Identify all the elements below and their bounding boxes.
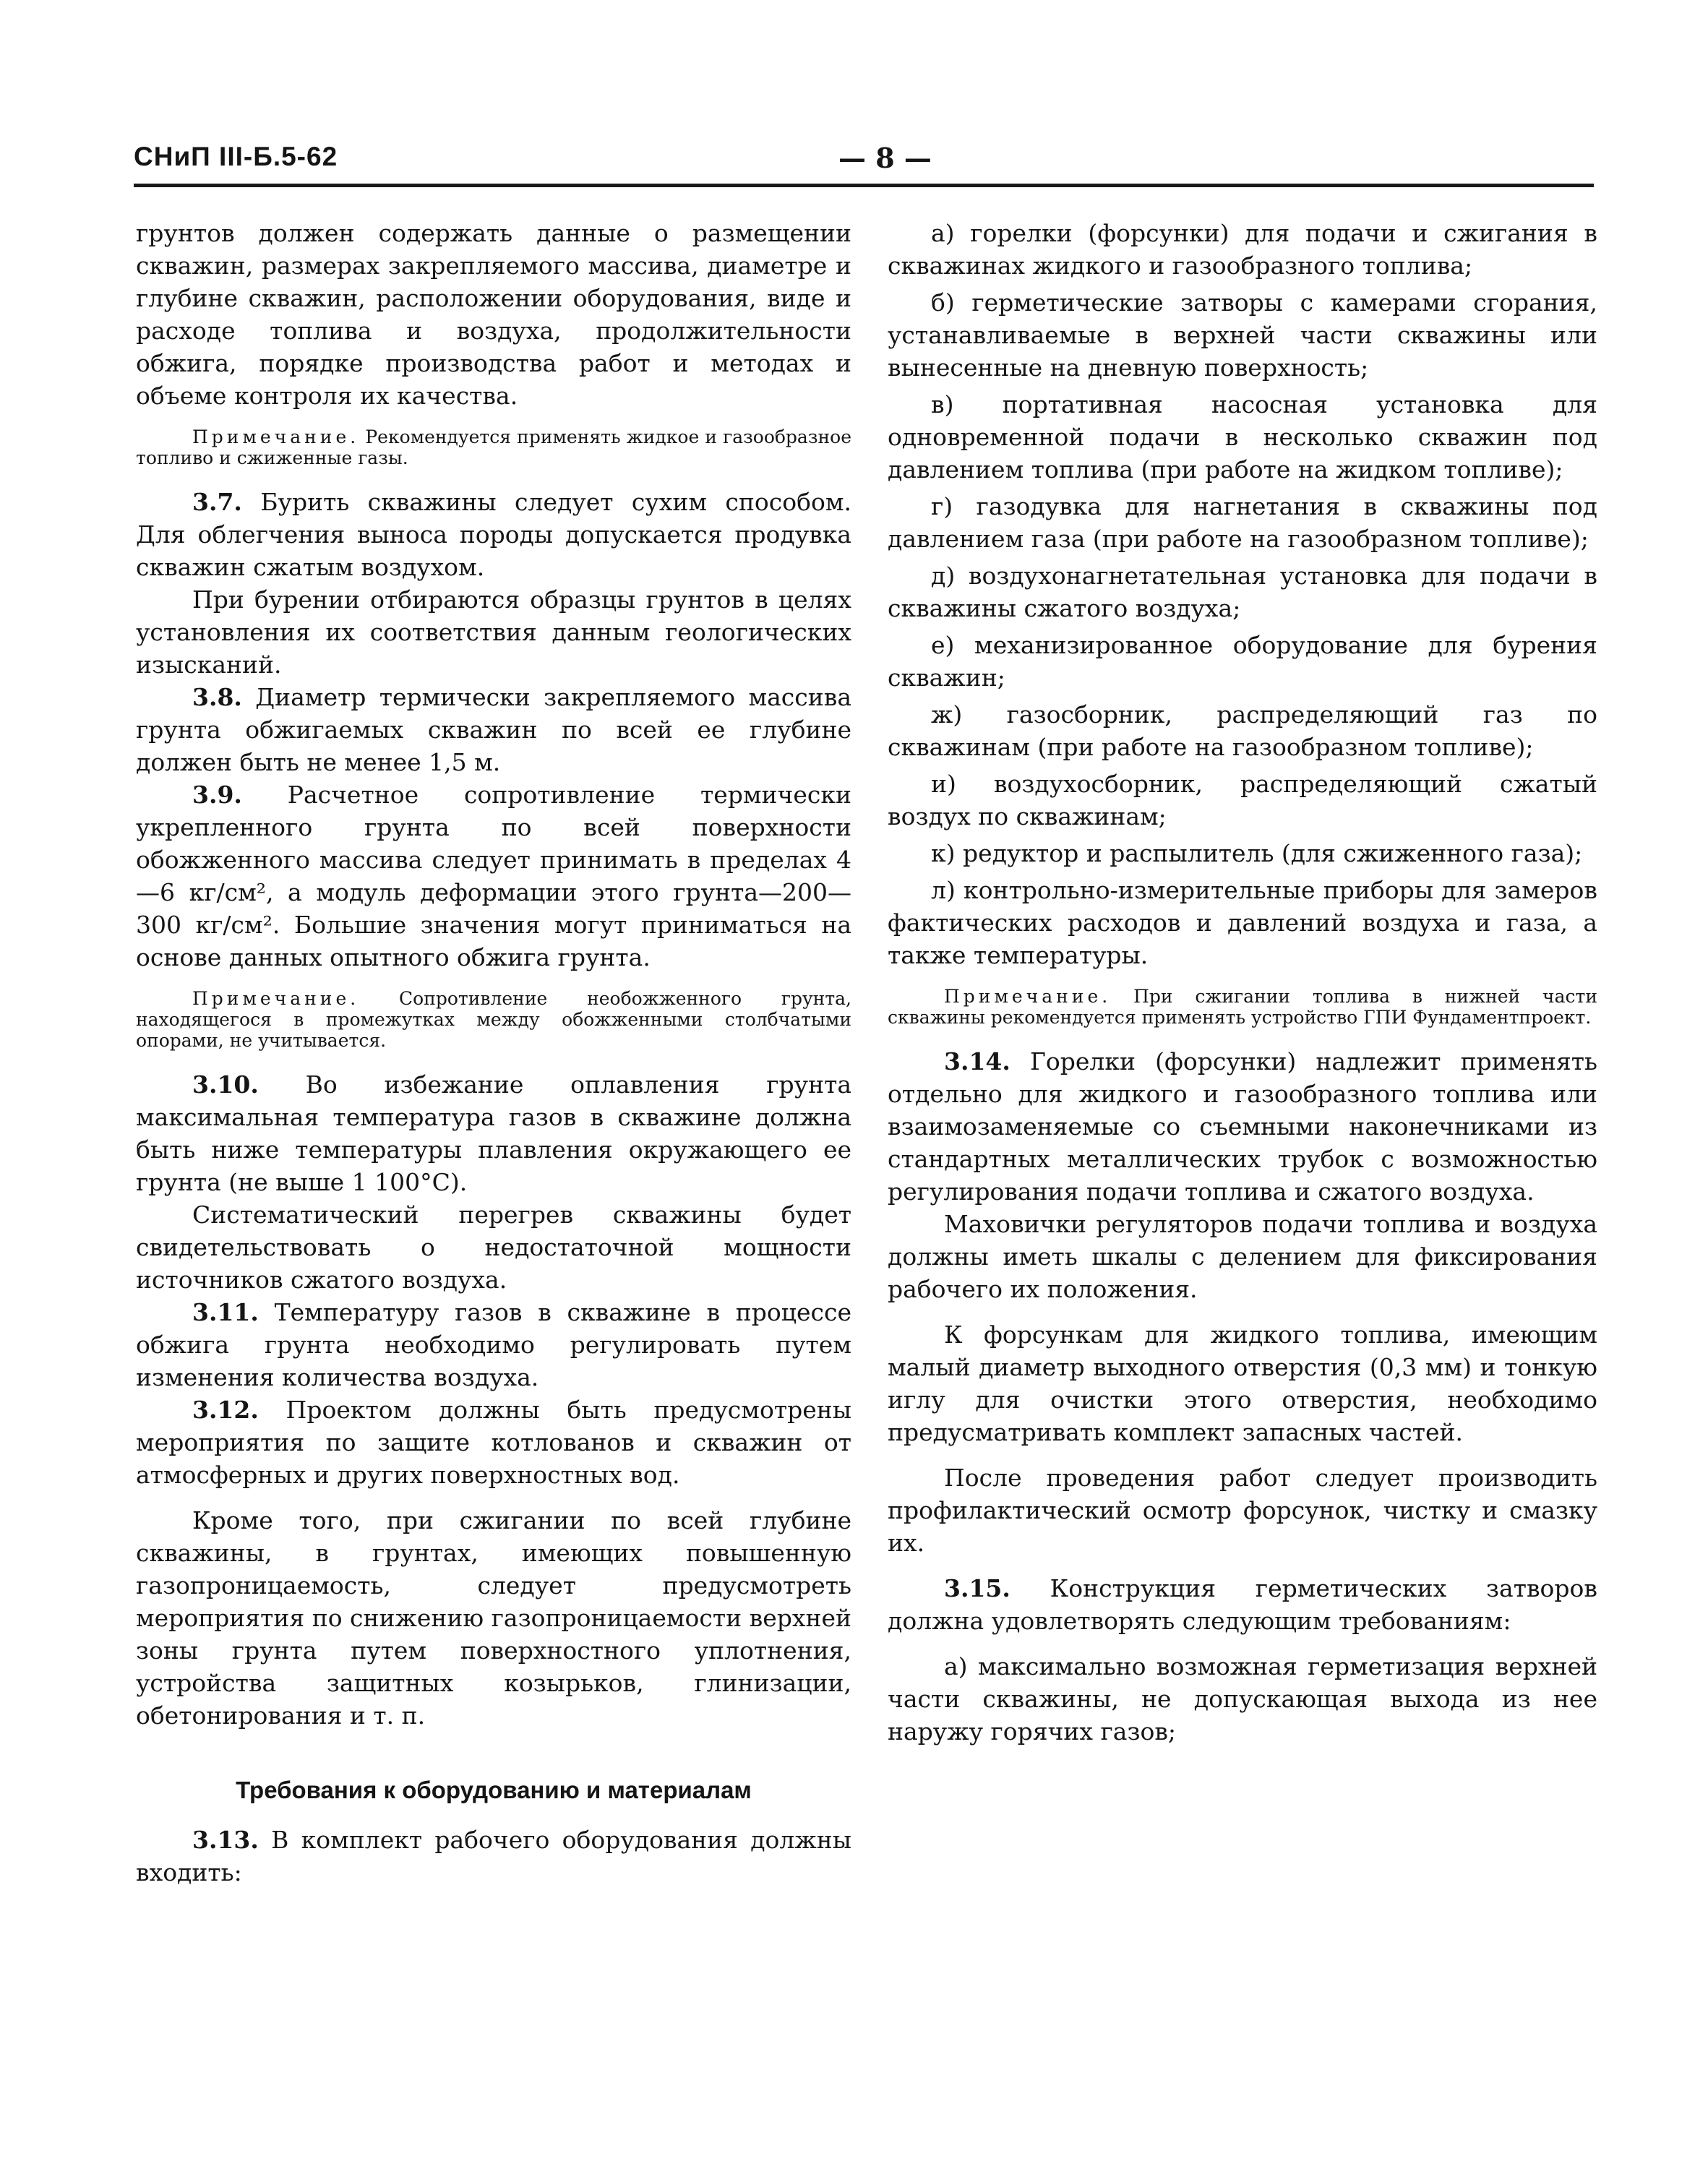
section-3-15 — [888, 1572, 1597, 1637]
section-text: Конструкция герметических затворов должна удовлетворять следующим требованиям: — [888, 1574, 1597, 1635]
section-text: Во избежание оплавления грунта максимальная температура газов в скважине должна быть ниже температуры плавления окружающего ее грунта (не выше 1 100°С). — [136, 1070, 851, 1196]
right-column — [888, 217, 1597, 1748]
note-fuel — [136, 426, 851, 468]
equipment-item-zh: ж) газосборник, распределяющий газ по скважинам (при работе на газообразном топливе); — [888, 700, 1597, 761]
note-label: Примечание. — [192, 426, 360, 447]
section-text: Бурить скважины следует сухим способом. Для облегчения выноса породы допускается продувка скважин сжатым воздухом. — [136, 488, 851, 581]
note-label: Примечание. — [944, 986, 1112, 1007]
section-number: 3.10. — [192, 1070, 259, 1099]
section-number: 3.7. — [192, 488, 242, 516]
section-3-14 — [888, 1045, 1597, 1208]
section-3-15-item-a: а) максимально возможная герметизация верхней части скважины, не допускающая выхода из нее наружу горячих газов; — [888, 1652, 1597, 1746]
section-heading-equipment: Требования к оборудованию и материалам — [236, 1777, 752, 1803]
section-text: Диаметр термически закрепляемого массива грунта обжигаемых скважин по всей ее глубине должен быть не менее 1,5 м. — [136, 683, 851, 776]
equipment-item-k: к) редуктор и распылитель (для сжиженного газа); — [931, 839, 1583, 867]
equipment-item-g: г) газодувка для нагнетания в скважины под давлением газа (при работе на газообразном топливе); — [888, 492, 1597, 553]
left-column — [136, 217, 851, 1889]
section-3-11 — [136, 1296, 851, 1394]
header-rule — [134, 184, 1594, 187]
section-text: Горелки (форсунки) надлежит применять отдельно для жидкого и газообразного топлива или взаимозаменяемые со съемными наконечниками из стандартных металлических трубок с возможностью регулирования подачи топлива и сжатого воздуха. — [888, 1047, 1597, 1206]
section-3-10 — [136, 1068, 851, 1198]
section-number: 3.15. — [944, 1574, 1010, 1602]
section-number: 3.11. — [192, 1298, 259, 1326]
section-3-7 — [136, 486, 851, 583]
equipment-item-e: е) механизированное оборудование для бурения скважин; — [888, 631, 1597, 692]
section-3-10-overheat: Систематический перегрев скважины будет свидетельствовать о недостаточной мощности источников сжатого воздуха. — [136, 1201, 851, 1294]
section-3-7-sampling: При бурении отбираются образцы грунтов в целях установления их соответствия данным геологических изысканий. — [136, 585, 851, 679]
section-number: 3.13. — [192, 1826, 259, 1854]
section-3-14-maintenance: После проведения работ следует производить профилактический осмотр форсунок, чистку и смазку их. — [888, 1464, 1597, 1557]
section-text: Расчетное сопротивление термически укрепленного грунта по всей поверхности обожженного массива следует принимать в пределах 4—6 кг/см², а модуль деформации этого грунта—200—300 кг/см². Большие значения могут приниматься на основе данных опытного обжига грунта. — [136, 781, 851, 971]
note-resistance — [136, 988, 851, 1051]
section-number: 3.14. — [944, 1047, 1010, 1075]
section-3-8 — [136, 681, 851, 778]
note-label: Примечание. — [192, 988, 360, 1009]
section-text: В комплект рабочего оборудования должны входить: — [136, 1826, 851, 1886]
section-number: 3.9. — [192, 781, 242, 809]
section-number: 3.12. — [192, 1396, 259, 1424]
section-number: 3.8. — [192, 683, 242, 711]
section-3-12-permeability: Кроме того, при сжигании по всей глубине скважины, в грунтах, имеющих повышенную газопроницаемость, следует предусмотреть мероприятия по снижению газопроницаемости верхней зоны грунта путем поверхностного уплотнения, устройства защитных козырьков, глинизации, обетонирования и т. п. — [136, 1506, 851, 1730]
note-text: Сопротивление необожженного грунта, находящегося в промежутках между обожженными столбчатыми опорами, не учитывается. — [136, 988, 851, 1051]
equipment-item-v: в) портативная насосная установка для одновременной подачи в несколько скважин под давлением топлива (при работе на жидком топливе); — [888, 390, 1597, 484]
section-3-13 — [136, 1824, 851, 1889]
section-text: Проектом должны быть предусмотрены мероприятия по защите котлованов и скважин от атмосферных и других поверхностных вод. — [136, 1396, 851, 1489]
note-device — [888, 986, 1597, 1028]
equipment-item-d: д) воздухонагнетательная установка для подачи в скважины сжатого воздуха; — [888, 562, 1597, 622]
section-text: Температуру газов в скважине в процессе обжига грунта необходимо регулировать путем изменения количества воздуха. — [136, 1298, 851, 1391]
equipment-item-b: б) герметические затворы с камерами сгорания, устанавливаемые в верхней части скважины или вынесенные на дневную поверхность; — [888, 288, 1597, 382]
equipment-item-i: и) воздухосборник, распределяющий сжатый воздух по скважинам; — [888, 770, 1597, 830]
equipment-item-a: а) горелки (форсунки) для подачи и сжигания в скважинах жидкого и газообразного топлива; — [888, 219, 1597, 280]
document-code: СНиП III-Б.5-62 — [134, 142, 338, 171]
section-3-9 — [136, 778, 851, 974]
page-number: — 8 — — [838, 142, 932, 174]
section-3-14-handwheels: Маховички регуляторов подачи топлива и воздуха должны иметь шкалы с делением для фиксирования рабочего их положения. — [888, 1210, 1597, 1303]
note-text: Рекомендуется применять жидкое и газообразное топливо и сжиженные газы. — [136, 426, 851, 468]
section-3-12 — [136, 1394, 851, 1491]
intro-paragraph: грунтов должен содержать данные о размещении скважин, размерах закрепляемого массива, диаметре и глубине скважин, расположении оборудования, виде и расходе топлива и воздуха, продолжительности обжига, порядке производства работ и методах и объеме контроля их качества. — [136, 219, 851, 410]
section-3-14-spare-parts: К форсункам для жидкого топлива, имеющим малый диаметр выходного отверстия (0,3 мм) и тонкую иглу для очистки этого отверстия, необходимо предусматривать комплект запасных частей. — [888, 1321, 1597, 1446]
equipment-item-l: л) контрольно-измерительные приборы для замеров фактических расходов и давлений воздуха и газа, а также температуры. — [888, 876, 1597, 969]
note-text: При сжигании топлива в нижней части скважины рекомендуется применять устройство ГПИ Фундаментпроект. — [888, 986, 1597, 1028]
